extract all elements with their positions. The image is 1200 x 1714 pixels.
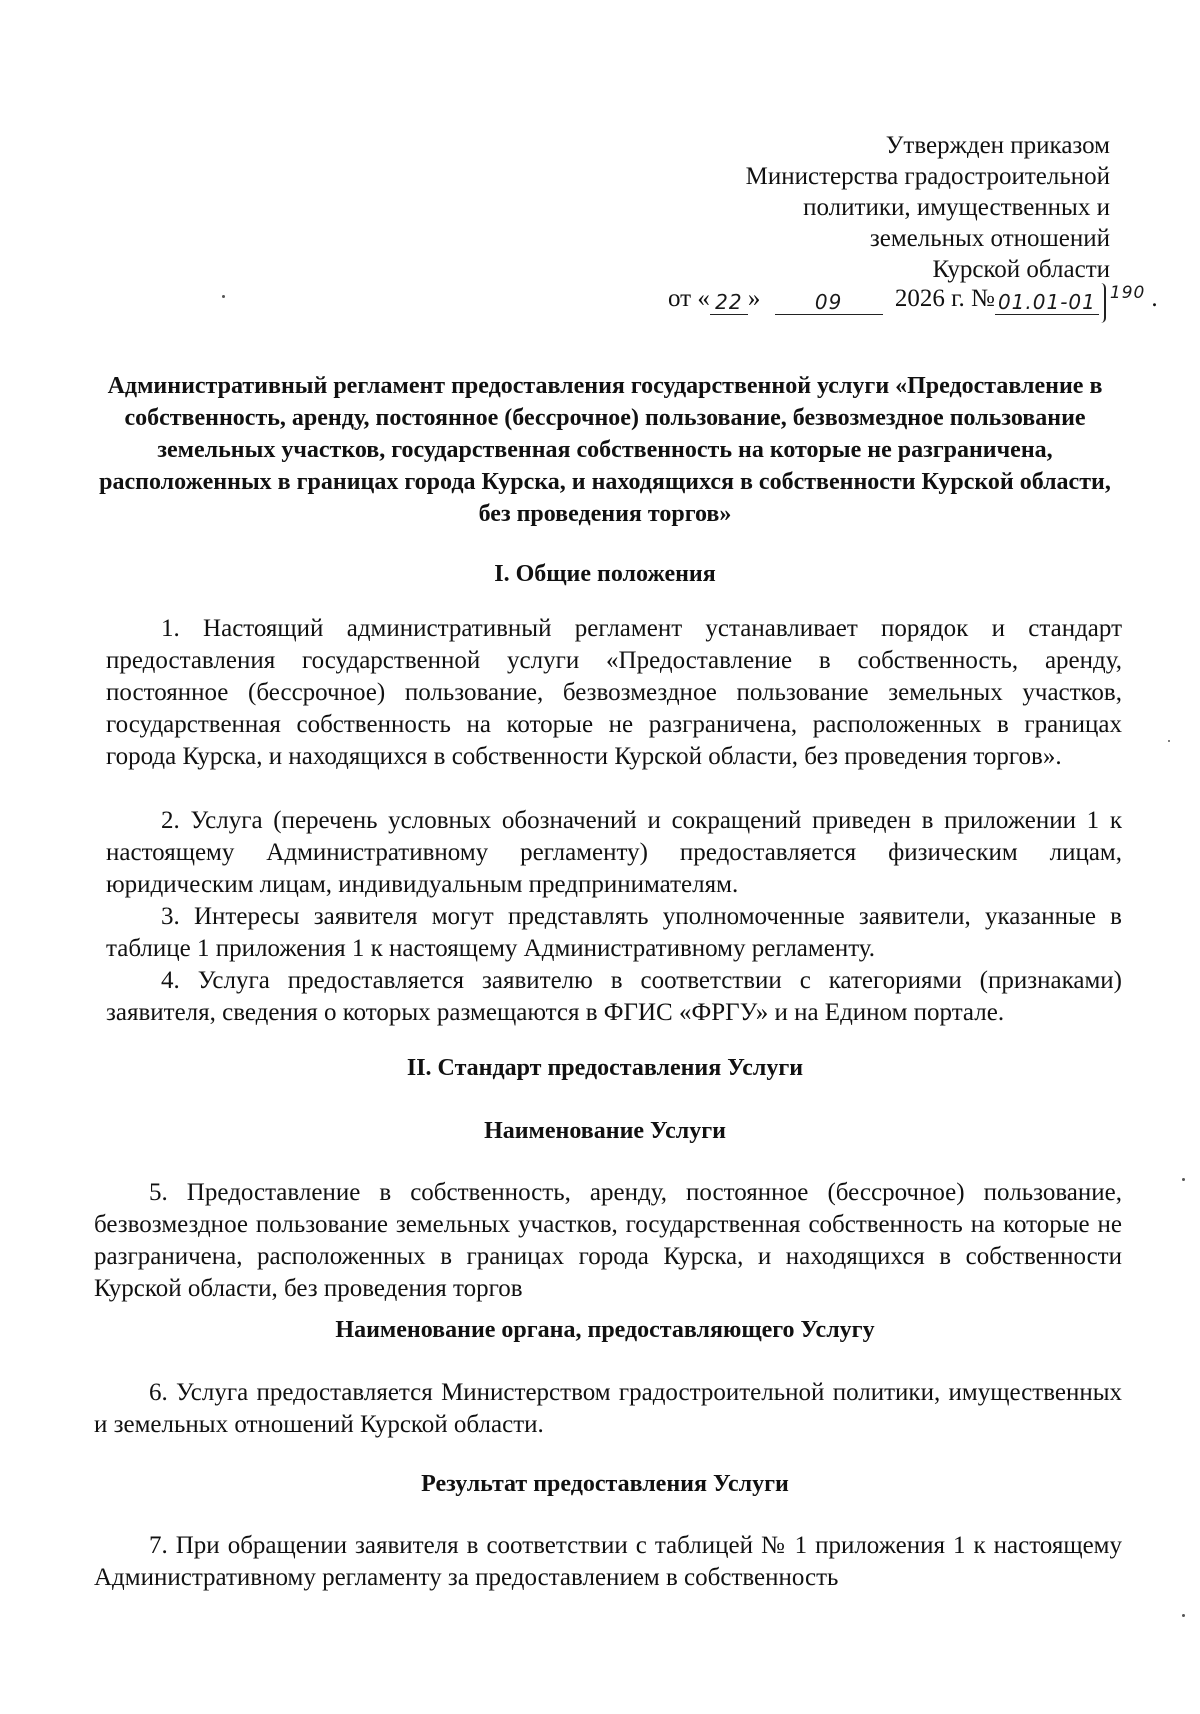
paragraph-5: 5. Предоставление в собственность, аренду, постоянное (бессрочное) пользование, безвозмездное пользование земельных участков, государственная собственность на которые не разграничена, расположенных в границах города Курска, и находящихся в собственности Курской области, без проведения торгов	[94, 1179, 1122, 1302]
paragraph-6: 6. Услуга предоставляется Министерством градостроительной политики, имущественных и земельных отношений Курской области.	[94, 1379, 1122, 1438]
paragraph-7: 7. При обращении заявителя в соответствии с таблицей № 1 приложения 1 к настоящему Административному регламенту за предоставлением в собственность	[94, 1532, 1122, 1591]
approval-line-5: Курской области	[932, 256, 1110, 283]
document-title: Административный регламент предоставления государственной услуги «Предоставление в собственность, аренду, постоянное (бессрочное) пользование, безвозмездное пользование земельных участков, государственная собственность на которые не разграничена, расположенных в границах города Курска, и находящихся в собственности Курской области, без проведения торгов»	[99, 373, 1111, 527]
approval-block	[620, 130, 1120, 285]
approval-line-3: политики, имущественных и	[803, 194, 1110, 221]
handwritten-bracket	[1101, 283, 1106, 323]
approval-line-4: земельных отношений	[869, 225, 1110, 252]
date-month: 09	[775, 287, 883, 315]
scan-speck	[1182, 1178, 1185, 1181]
paragraph-2: 2. Услуга (перечень условных обозначений и сокращений приведен в приложении 1 к настоящему Административному регламенту) предоставляется физическим лицам, юридическим лицам, индивидуальным предпринимателям.	[106, 807, 1122, 898]
subsection-organ-heading: Наименование органа, предоставляющего Услугу	[335, 1317, 875, 1343]
scan-speck	[1168, 740, 1170, 742]
approval-line-2: Министерства градостроительной	[745, 163, 1110, 190]
date-day: 22	[710, 287, 748, 315]
scan-speck	[222, 295, 225, 298]
date-prefix: от «	[668, 285, 710, 312]
subsection-result-heading: Результат предоставления Услуги	[421, 1471, 789, 1497]
scan-speck	[1182, 1614, 1185, 1617]
section-2-heading: II. Стандарт предоставления Услуги	[406, 1055, 804, 1081]
approval-date-line	[668, 277, 1188, 315]
date-dot: .	[1151, 285, 1158, 312]
order-number: 01.01-01	[995, 287, 1099, 315]
paragraph-1: 1. Настоящий административный регламент устанавливает порядок и стандарт предоставления государственной услуги «Предоставление в собственность, аренду, постоянное (бессрочное) пользование, безвозмездное пользование земельных участков, государственная собственность на которые не разграничена, расположенных в границах города Курска, и находящихся в собственности Курской области, без проведения торгов».	[106, 615, 1122, 770]
subsection-name-heading: Наименование Услуги	[484, 1118, 726, 1144]
approval-line-1: Утвержден приказом	[885, 132, 1110, 159]
paragraph-3: 3. Интересы заявителя могут представлять уполномоченные заявители, указанные в таблице 1 приложения 1 к настоящему Административному регламенту.	[106, 903, 1122, 962]
section-1-heading: I. Общие положения	[494, 561, 716, 587]
date-quote-close: »	[747, 285, 761, 312]
date-year: 2026 г. №	[894, 285, 995, 312]
order-number-suffix: 190	[1109, 283, 1146, 303]
paragraph-4: 4. Услуга предоставляется заявителю в соответствии с категориями (признаками) заявителя, сведения о которых размещаются в ФГИС «ФРГУ» и на Едином портале.	[106, 967, 1122, 1026]
